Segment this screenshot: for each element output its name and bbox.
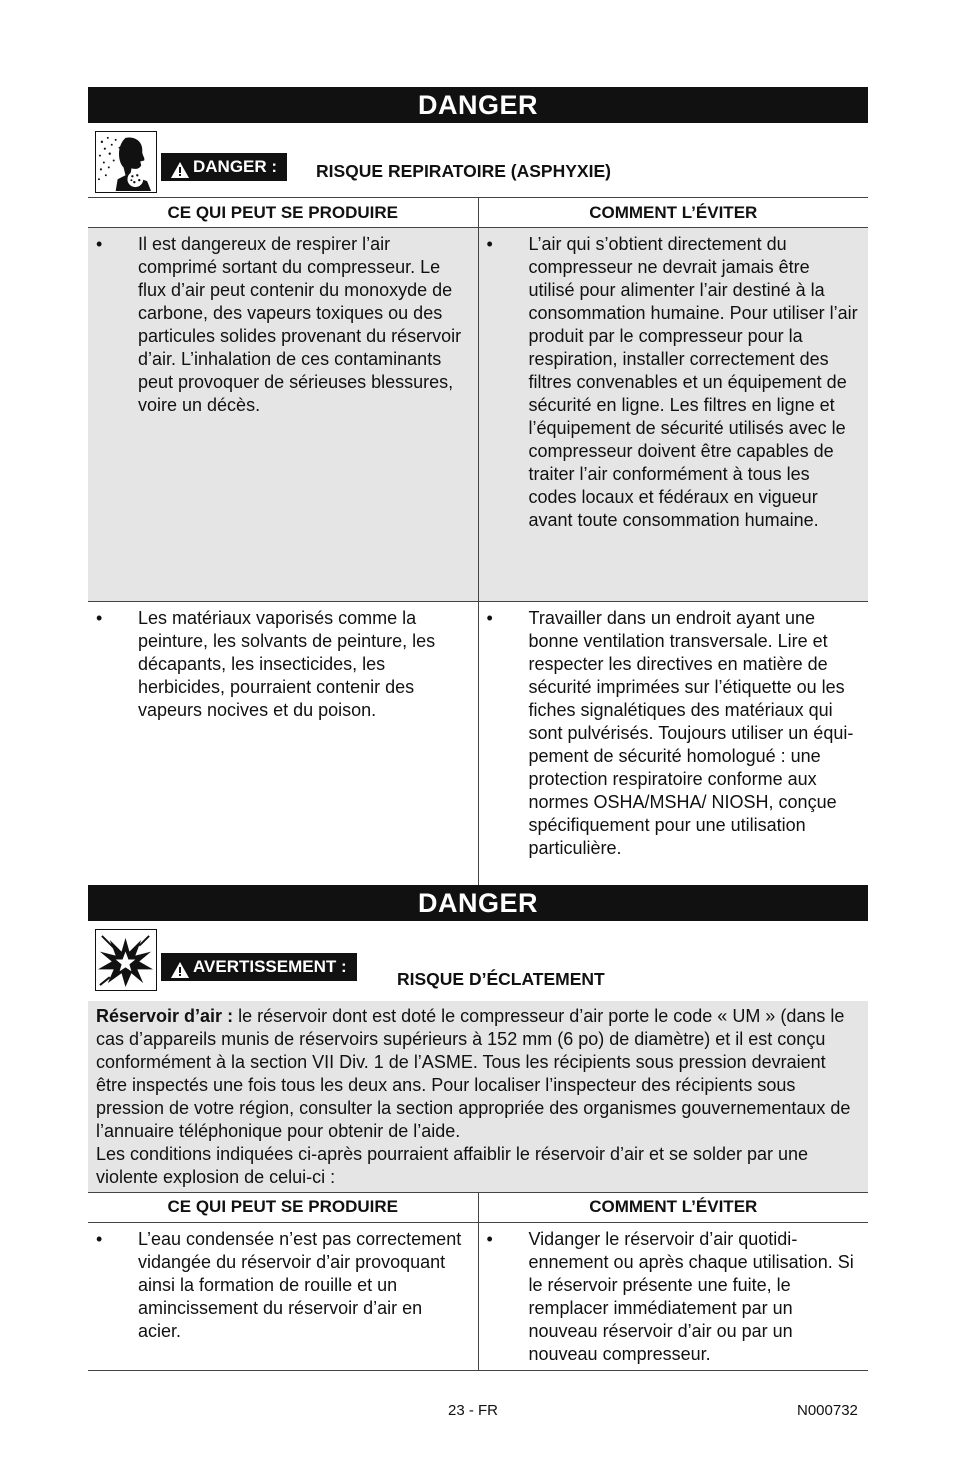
table-row bbox=[88, 228, 868, 602]
hazard-description: Les matériaux vaporisés comme la peinture, les solvants de peinture, les décapants, les insecticides, les herbicides, pourraient contenir des vapeurs nocives et du poison. bbox=[138, 608, 436, 720]
bullet: • bbox=[96, 608, 103, 628]
table-row bbox=[88, 602, 868, 885]
column-header-what-can-happen: CE QUI PEUT SE PRODUIRE bbox=[88, 1192, 478, 1222]
signal-text: DANGER : bbox=[193, 157, 278, 176]
table-row bbox=[88, 1222, 868, 1370]
bullet: • bbox=[96, 1228, 103, 1249]
intro-text: le réservoir dont est doté le compresseur d’air porte le code « UM » (dans le cas d’appareils munis de réservoirs supérieurs à 152 mm (6 po) de diamètre) et il est conçu conformément à la section VII Div. 1 de l’ASME. Tous les récipients sous pression devraient être inspectés une fois tous les deux ans. Pour localiser l’inspecteur des récipients sous pression de votre région, consulter la section appropriée des organismes gouvernementaux de l’annuaire téléphonique pour obtenir de l’aide. bbox=[96, 1005, 851, 1141]
column-header-what-can-happen: CE QUI PEUT SE PRODUIRE bbox=[88, 198, 478, 228]
hazard-prevention: Travailler dans un endroit ayant une bonne ventilation transversale. Lire et respecter les directives en matière de sécurité imprimées sur l’étiquette ou les fiches signalétiques des matériaux qui sont pulvérisés. Toujours utiliser un équipement de sécurité homologué : une protection respiratoire conforme aux normes OSHA/MSHA/ NIOSH, conçue spécifiquement pour une utilisation particulière. bbox=[528, 608, 854, 858]
hazard-prevention: L’air qui s’obtient directement du compresseur ne devrait jamais être utilisé pour alimenter l’air destiné à la consommation humaine. Pour utiliser l’air produit par le compresseur pour la respiration, installer correctement des filtres convenables et un équipement de sécurité en ligne. Les filtres en ligne et l’équipement de sécurité utilisés avec le compresseur doivent être capables de traiter l’air conformément à tous les codes locaux et fédéraux en vigueur avant toute consommation humaine. bbox=[528, 234, 858, 530]
danger-signal-label bbox=[161, 153, 287, 181]
document-code: N000732 bbox=[797, 1402, 858, 1419]
bullet: • bbox=[486, 1228, 493, 1249]
warning-signal-label bbox=[161, 953, 357, 981]
intro-bold-label: Réservoir d’air : bbox=[96, 1005, 234, 1026]
bullet: • bbox=[486, 234, 493, 254]
hazard-title: RISQUE REPIRATOIRE (ASPHYXIE) bbox=[316, 161, 611, 181]
hazard-description: L’eau condensée n’est pas correctement vidangée du réservoir d’air provoquant ainsi la formation de rouille et un amincissement du réservoir d’air en acier. bbox=[138, 1228, 462, 1341]
respiratory-hazard-icon bbox=[95, 131, 157, 193]
bullet: • bbox=[96, 234, 103, 254]
hazard-title: RISQUE D’ÉCLATEMENT bbox=[397, 968, 605, 989]
danger-banner-2: DANGER bbox=[88, 885, 868, 921]
page-number: 23 - FR bbox=[448, 1402, 499, 1419]
column-header-how-to-avoid: COMMENT L’ÉVITER bbox=[478, 1192, 868, 1222]
danger-banner-1: DANGER bbox=[88, 87, 868, 123]
hazard-description: Il est dangereux de respirer l’air comprimé sortant du compresseur. Le flux d’air peut contenir du monoxyde de carbone, des vapeurs toxiques ou des particules solides provenant du réservoir d’air. L’inhalation de ces contaminants peut provoquer de sérieuses blessures, voire un décès. bbox=[138, 234, 462, 415]
page bbox=[88, 87, 868, 1371]
explosion-hazard-icon bbox=[95, 929, 157, 991]
signal-text: AVERTISSEMENT : bbox=[193, 956, 347, 976]
hazard-prevention: Vidanger le réservoir d’air quotidiennement ou après chaque utilisation. Si le réservoir présente une fuite, le remplacer immédiatement par un nouveau réservoir d’air ou par un nouveau compresseur. bbox=[528, 1228, 854, 1364]
column-header-how-to-avoid: COMMENT L’ÉVITER bbox=[478, 198, 868, 228]
warning-triangle-icon bbox=[171, 159, 189, 175]
hazard-header-burst bbox=[88, 921, 868, 999]
air-tank-intro bbox=[88, 1001, 868, 1192]
bullet: • bbox=[486, 608, 493, 628]
hazard-header-respiratory bbox=[88, 123, 868, 197]
intro-conditions: Les conditions indiquées ci-après pourraient affaiblir le réservoir d’air et se solder par une violente explosion de celui-ci : bbox=[96, 1143, 809, 1187]
hazard-table-burst bbox=[88, 1192, 868, 1371]
hazard-table-respiratory bbox=[88, 197, 868, 885]
warning-triangle-icon bbox=[171, 959, 189, 975]
